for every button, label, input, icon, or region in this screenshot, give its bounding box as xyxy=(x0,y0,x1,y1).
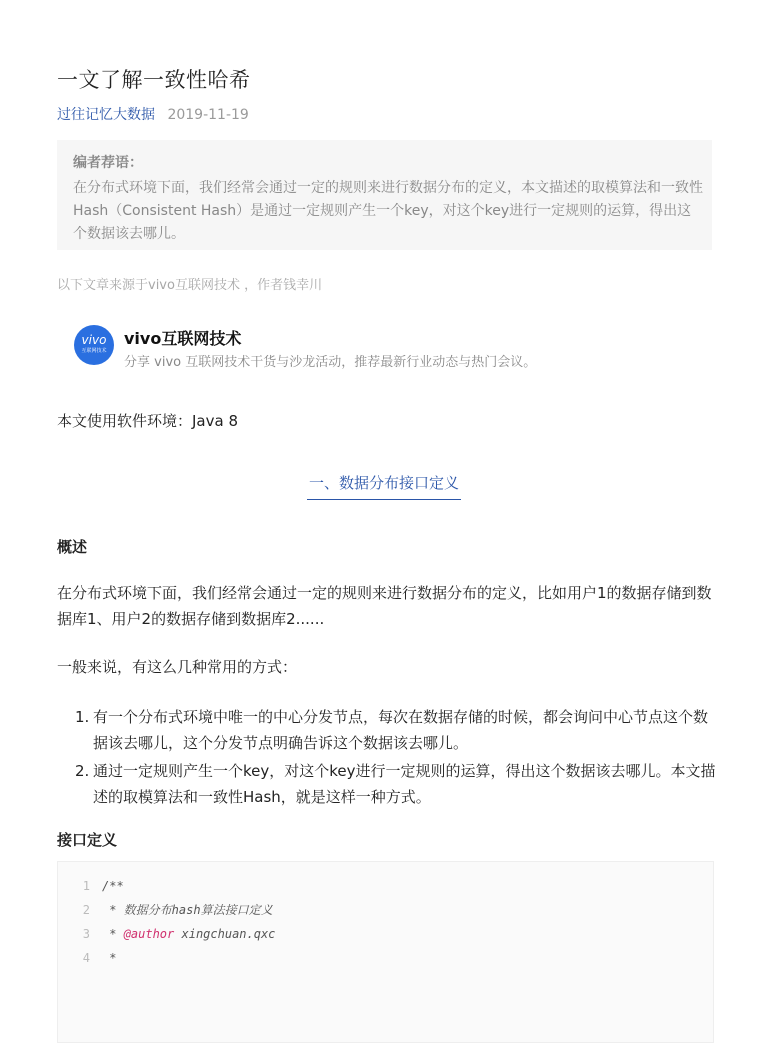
code-text: * 数据分布hash算法接口定义 xyxy=(102,903,273,917)
list-item-text: 有一个分布式环境中唯一的中心分发节点，每次在数据存储的时候，都会询问中心节点这个数据该去哪儿，这个分发节点明确告诉这个数据该去哪儿。 xyxy=(93,708,709,752)
environment-text: 本文使用软件环境：Java 8 xyxy=(57,412,238,430)
account-logo-icon xyxy=(74,325,114,365)
code-line xyxy=(58,948,713,968)
source-line: 以下文章来源于vivo互联网技术 ，作者钱幸川 xyxy=(57,278,323,293)
section-heading-text: 一、数据分布接口定义 xyxy=(307,472,461,500)
account-description: 分享 vivo 互联网技术干货与沙龙活动，推荐最新行业动态与热门会议。 xyxy=(124,355,537,370)
editor-note-text: 在分布式环境下面，我们经常会通过一定的规则来进行数据分布的定义，本文描述的取模算法和一致性 Hash（Consistent Hash）是通过一定规则产生一个key，对这个key进行一定规则的运算，得出这个数据该去哪儿。 xyxy=(73,180,703,242)
code-text-with-tag xyxy=(102,924,275,944)
line-number: 4 xyxy=(82,951,90,965)
code-text: xingchuan.qxc xyxy=(174,927,276,941)
code-line xyxy=(58,876,713,896)
code-text: * xyxy=(102,927,124,941)
code-line xyxy=(58,924,713,944)
code-line xyxy=(58,900,713,920)
overview-heading: 概述 xyxy=(57,538,88,556)
list-item xyxy=(57,704,717,756)
interface-heading: 接口定义 xyxy=(57,831,118,849)
account-name: vivo互联网技术 xyxy=(124,329,242,348)
list-item-text: 通过一定规则产生一个key，对这个key进行一定规则的运算，得出这个数据该去哪儿。本文描述的取模算法和一致性Hash，就是这样一种方式。 xyxy=(93,762,716,806)
editor-note-heading: 编者荐语： xyxy=(73,155,143,171)
logo-text: vivo xyxy=(81,333,107,347)
code-text: /** xyxy=(102,879,124,893)
author-link[interactable]: 过往记忆大数据 xyxy=(57,107,155,123)
code-block xyxy=(57,861,714,1043)
list-item xyxy=(57,758,717,810)
list-item-number: 1. xyxy=(75,708,90,726)
editor-note-box xyxy=(57,140,712,250)
overview-paragraph: 在分布式环境下面，我们经常会通过一定的规则来进行数据分布的定义，比如用户1的数据存储到数据库1、用户2的数据存储到数据库2...... xyxy=(57,584,712,628)
overview-intro: 一般来说，有这么几种常用的方式： xyxy=(57,658,298,676)
method-list xyxy=(57,704,717,812)
line-number: 3 xyxy=(82,927,90,941)
account-card[interactable] xyxy=(74,325,694,370)
article-meta xyxy=(57,104,249,124)
article-title: 一文了解一致性哈希 xyxy=(57,68,251,92)
line-number: 2 xyxy=(82,903,90,917)
publish-date: 2019-11-19 xyxy=(167,107,249,123)
code-annotation-tag: @author xyxy=(123,927,175,941)
list-item-number: 2. xyxy=(75,762,90,780)
section-heading xyxy=(0,472,768,500)
line-number: 1 xyxy=(82,879,90,893)
logo-subtext: 互联网技术 xyxy=(81,348,107,354)
code-text: * xyxy=(102,951,117,965)
